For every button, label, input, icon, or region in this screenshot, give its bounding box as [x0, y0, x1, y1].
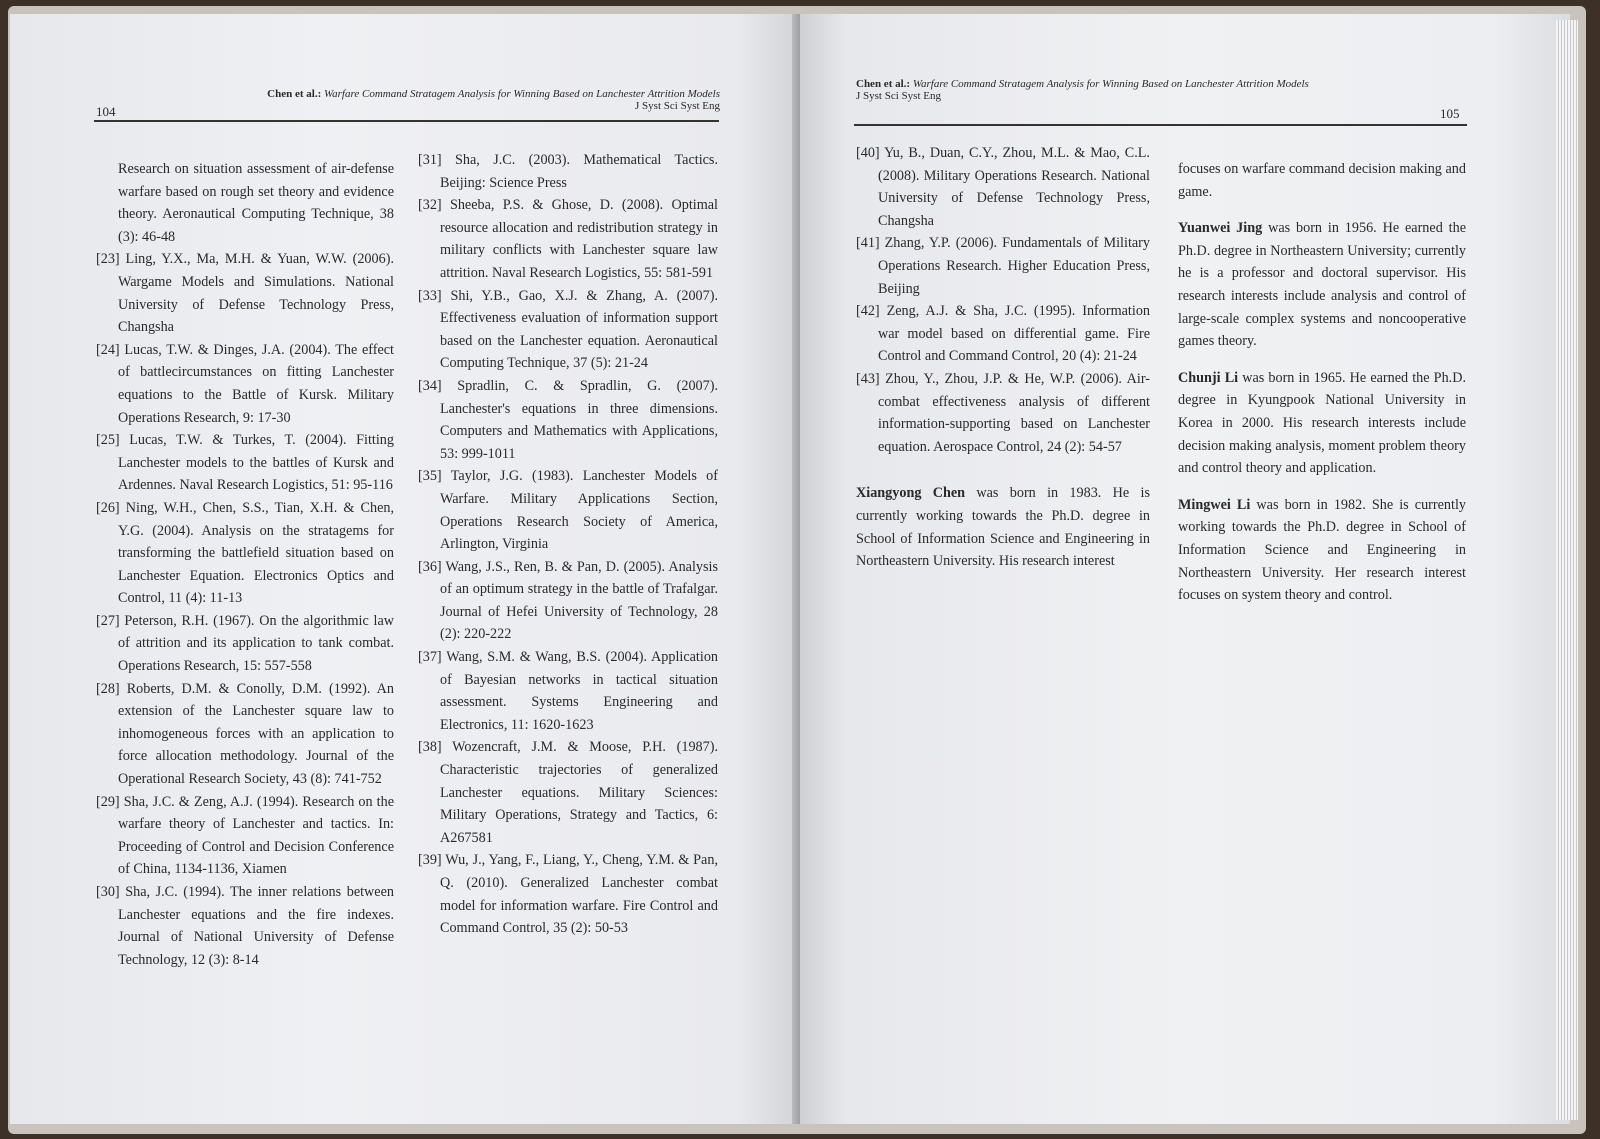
reference-text: Yu, B., Duan, C.Y., Zhou, M.L. & Mao, C.L. (2008). Military Operations Research. National University of Defense Technology Press, Changsha — [878, 145, 1150, 229]
reference-number: [28] — [96, 680, 120, 697]
reference-number: [35] — [418, 468, 442, 485]
reference-text: Shi, Y.B., Gao, X.J. & Zhang, A. (2007). Effectiveness evaluation of information support based on the Lanchester equation. Aeronautical Computing Technique, 37 (5): 21-24 — [440, 287, 719, 372]
reference-number: [43] — [856, 370, 880, 387]
reference-number: [23] — [96, 251, 120, 268]
reference-number: [34] — [418, 377, 442, 394]
right-page — [800, 14, 1570, 1124]
reference-item — [856, 232, 1150, 300]
reference-text: Ning, W.H., Chen, S.S., Tian, X.H. & Chen, Y.G. (2004). Analysis on the stratagems for transforming the battlefield situation based on Lanchester Equation. Electronics Optics and Control, 11 (4): 11-13 — [118, 499, 395, 607]
reference-item — [418, 285, 718, 375]
reference-text: Peterson, R.H. (1967). On the algorithmic law of attrition and its application to tank combat. Operations Research, 15: 557-558 — [118, 612, 395, 675]
bio-name: Yuanwei Jing — [1178, 220, 1263, 237]
header-journal: J Syst Sci Syst Eng — [635, 100, 720, 112]
bio-text: was born in 1956. He earned the Ph.D. degree in Northeastern University; currently he is a professor and doctoral supervisor. His research interests include analysis and control of large-scale complex systems and noncooperative games theory. — [1178, 220, 1466, 350]
header-title: Warfare Command Stratagem Analysis for Winning Based on Lanchester Attrition Models — [324, 88, 720, 100]
reference-text: Roberts, D.M. & Conolly, D.M. (1992). An extension of the Lanchester square law to inhomogeneous forces with an application to force allocation methodology. Journal of the Operational Research Society, 43 (8): 741-752 — [118, 680, 395, 788]
reference-number: [32] — [418, 197, 442, 214]
reference-number: [31] — [418, 152, 442, 168]
reference-text: Wozencraft, J.M. & Moose, P.H. (1987). Characteristic trajectories of generalized Lanchester equations. Military Sciences: Military Operations, Strategy and Tactics, 6: A267581 — [440, 739, 718, 846]
reference-number: [24] — [96, 341, 120, 358]
reference-text: Wang, J.S., Ren, B. & Pan, D. (2005). Analysis of an optimum strategy in the battle of Trafalgar. Journal of Hefei University of Technology, 28 (2): 220-222 — [440, 558, 718, 643]
reference-number: [41] — [856, 235, 880, 252]
bio-name: Chunji Li — [1178, 369, 1239, 386]
bio-xiangyong-chen — [856, 482, 1150, 572]
bio-mingwei-li — [1178, 494, 1466, 607]
reference-item — [418, 194, 718, 284]
reference-text: Lucas, T.W. & Dinges, J.A. (2004). The effect of battlecircumstances on fitting Lanchester equations to the Battle of Kursk. Military Operations Research, 9: 17-30 — [118, 341, 395, 426]
reference-text: Zhou, Y., Zhou, J.P. & He, W.P. (2006). Air-combat effectiveness analysis of different information-supporting based on Lanchester equation. Aerospace Control, 24 (2): 54-57 — [878, 370, 1150, 455]
reference-item — [418, 556, 718, 646]
page-number-right: 105 — [1440, 106, 1460, 121]
reference-item — [856, 300, 1150, 368]
reference-item — [96, 678, 394, 791]
reference-text: Lucas, T.W. & Turkes, T. (2004). Fitting Lanchester models to the battles of Kursk and Ardennes. Naval Research Logistics, 51: 95-116 — [118, 432, 394, 494]
bio-name: Mingwei Li — [1178, 496, 1251, 513]
reference-text: Sheeba, P.S. & Ghose, D. (2008). Optimal resource allocation and redistribution strategy in military conflicts with Lanchester square law attrition. Naval Research Logistics, 55: 581-591 — [440, 197, 719, 281]
right-column-2 — [1178, 158, 1466, 621]
reference-text: Zhang, Y.P. (2006). Fundamentals of Military Operations Research. Higher Education Press, Beijing — [878, 235, 1151, 297]
reference-number: [25] — [96, 432, 120, 449]
header-authors: Chen et al.: — [267, 88, 322, 100]
bio-yuanwei-jing — [1178, 217, 1466, 353]
bio-chunji-li — [1178, 367, 1466, 480]
reference-text: Sha, J.C. (1994). The inner relations between Lanchester equations and the fire indexes. Journal of National University of Defense Technology, 12 (3): 8-14 — [118, 884, 394, 968]
references-column-1 — [96, 158, 394, 971]
reference-text: Sha, J.C. (2003). Mathematical Tactics. Beijing: Science Press — [440, 152, 719, 191]
reference-number: [39] — [418, 852, 442, 869]
page-number-left: 104 — [96, 104, 116, 119]
running-header-left — [220, 88, 720, 112]
reference-text: Research on situation assessment of air-defense warfare based on rough set theory and evidence theory. Aeronautical Computing Technique, 38 (3): 46-48 — [118, 161, 394, 245]
reference-number: [38] — [418, 739, 442, 756]
reference-text: Wu, J., Yang, F., Liang, Y., Cheng, Y.M. & Pan, Q. (2010). Generalized Lanchester combat model for information warfare. Fire Control and Command Control, 35 (2): 50-53 — [440, 852, 718, 937]
bio-text: was born in 1982. She is currently working towards the Ph.D. degree in School of Information Science and Engineering in Northeastern University. Her research interest focuses on system theory and control. — [1178, 496, 1466, 604]
reference-text: Ling, Y.X., Ma, M.H. & Yuan, W.W. (2006). Wargame Models and Simulations. National University of Defense Technology Press, Changsha — [118, 251, 394, 336]
reference-number: [27] — [96, 612, 120, 629]
reference-item — [96, 497, 394, 610]
reference-text: Wang, S.M. & Wang, B.S. (2004). Application of Bayesian networks in tactical situation assessment. Systems Engineering and Electronics, 11: 1620-1623 — [440, 649, 719, 733]
reference-item — [418, 375, 718, 465]
reference-number: [42] — [856, 303, 880, 320]
reference-text: Sha, J.C. & Zeng, A.J. (1994). Research on the warfare theory of Lanchester and tactics. In: Proceeding of Control and Decision Conference of China, 1134-1136, Xiamen — [118, 793, 394, 878]
left-page — [10, 14, 800, 1124]
reference-item — [418, 849, 718, 939]
header-authors: Chen et al.: — [856, 78, 911, 90]
reference-number: [26] — [96, 499, 120, 516]
reference-number: [29] — [96, 793, 120, 810]
right-column-1 — [856, 142, 1150, 587]
reference-item — [96, 610, 394, 678]
reference-item — [418, 465, 718, 555]
reference-item — [856, 368, 1150, 458]
reference-item — [96, 791, 394, 881]
reference-number: [37] — [418, 649, 442, 666]
header-title: Warfare Command Stratagem Analysis for Winning Based on Lanchester Attrition Models — [912, 78, 1309, 90]
reference-item — [418, 149, 718, 194]
reference-number: [40] — [856, 145, 880, 161]
reference-item — [418, 646, 718, 736]
reference-text: Taylor, J.G. (1983). Lanchester Models of Warfare. Military Applications Section, Operations Research Society of America, Arlington, Virginia — [440, 468, 718, 553]
reference-item — [96, 248, 394, 338]
reference-item — [96, 158, 394, 248]
bio-text: was born in 1965. He earned the Ph.D. degree in Kyungpook National University in Korea in 2000. His research interests include decision making analysis, moment problem theory and control theory and application. — [1178, 369, 1467, 477]
reference-item — [96, 429, 394, 497]
bio-xiangyong-chen-cont: focuses on warfare command decision making and game. — [1178, 161, 1466, 200]
reference-item — [96, 881, 394, 971]
bio-text: was born in 1983. He is currently working towards the Ph.D. degree in School of Information Science and Engineering in Northeastern University. His research interest — [856, 485, 1150, 570]
header-journal: J Syst Sci Syst Eng — [856, 90, 941, 102]
reference-number: [36] — [418, 558, 442, 575]
running-header-right — [856, 78, 1396, 102]
reference-item — [418, 736, 718, 849]
references-column-2 — [418, 149, 718, 940]
header-rule-right — [854, 124, 1467, 126]
reference-text: Zeng, A.J. & Sha, J.C. (1995). Information war model based on differential game. Fire Control and Command Control, 20 (4): 21-24 — [878, 303, 1151, 365]
reference-text: Spradlin, C. & Spradlin, G. (2007). Lanchester's equations in three dimensions. Computers and Mathematics with Applications, 53: 999-1011 — [440, 377, 718, 462]
header-rule-left — [94, 120, 719, 122]
page-edges — [1556, 20, 1578, 1120]
reference-number: [30] — [96, 884, 120, 900]
reference-item — [856, 142, 1150, 232]
references-column-3 — [856, 142, 1150, 458]
reference-number: [33] — [418, 287, 442, 304]
reference-item — [96, 339, 394, 429]
bio-name: Xiangyong Chen — [856, 485, 966, 502]
